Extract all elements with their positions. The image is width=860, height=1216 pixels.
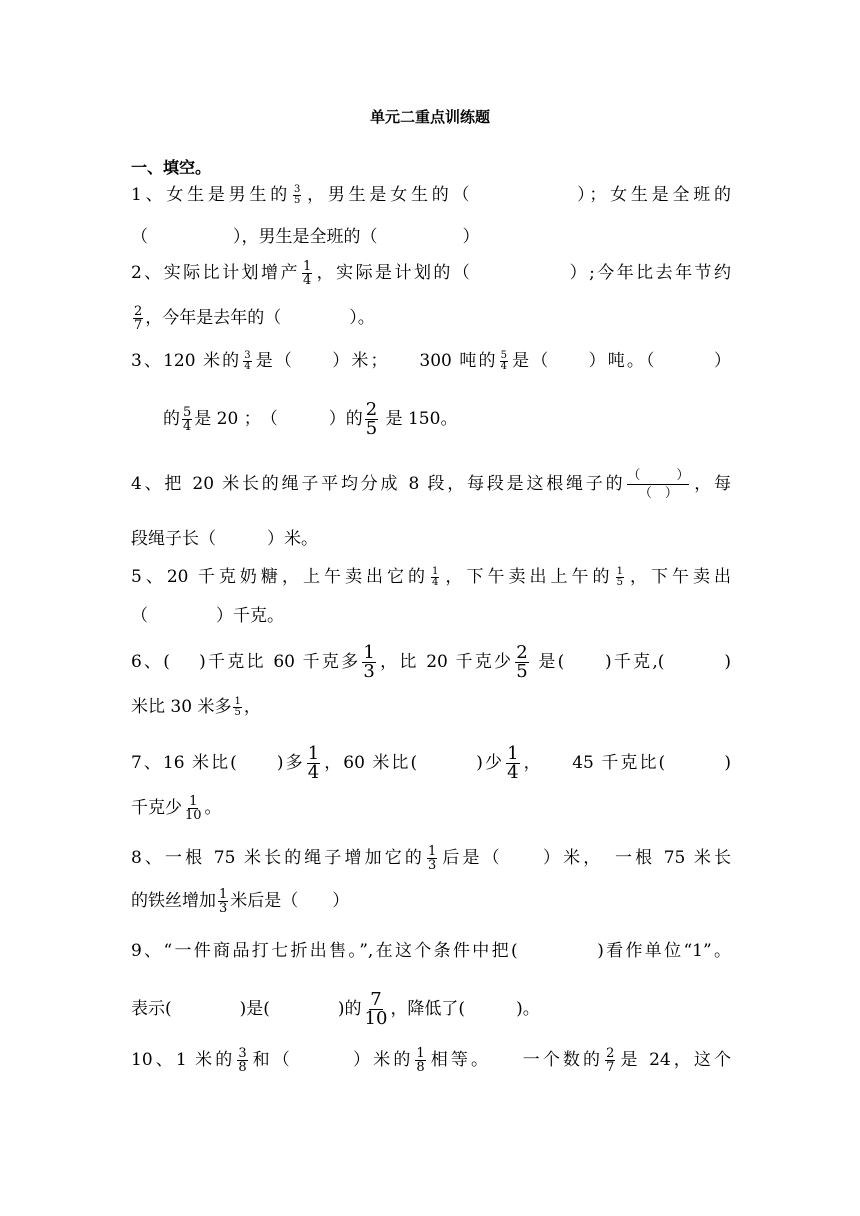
q2-text-a: 2、实际比计划增产	[131, 263, 300, 283]
q3-text-d: 的	[163, 409, 180, 429]
q5-text-c: ，下午卖出	[625, 567, 732, 587]
q10-line1	[131, 1045, 731, 1075]
q6-fraction-1: $\frac{1}{3}$	[363, 642, 375, 682]
q3-text-c: 是（ ）吨。（ ）	[510, 351, 732, 371]
q7-text-e: 。	[204, 798, 222, 818]
q3-text-f: 是 150。	[380, 409, 458, 429]
q5-fraction-2: $\frac{1}{5}$	[616, 566, 623, 588]
q1-text-c: （ ），男生是全班的（ ）	[131, 227, 480, 247]
q2-fraction-2: $\frac{2}{7}$	[134, 304, 143, 333]
q3-text-e: 是 20 ； （ ）的	[194, 409, 363, 429]
q1-text-b: ，男生是女生的（ ）；女生是全班的	[303, 185, 731, 205]
q7-fraction-2: $\frac{1}{4}$	[507, 743, 519, 783]
q2-line1	[131, 258, 731, 288]
q4-line2	[131, 524, 731, 554]
q7-text-c: ， 45 千克比( )	[521, 753, 731, 773]
q8-text-d: 米后是（ ）	[230, 891, 350, 911]
q8-fraction-1: $\frac{1}{3}$	[428, 844, 437, 873]
q8-line2	[131, 886, 731, 916]
q3-line2	[163, 401, 763, 438]
q2-fraction-1: $\frac{1}{4}$	[302, 259, 312, 288]
q4-line1	[131, 467, 731, 502]
q10-fraction-1: $\frac{3}{8}$	[238, 1046, 247, 1075]
q7-text-b: ，60 米比( )少	[322, 753, 505, 773]
q1-line1	[131, 180, 731, 210]
q8-line1	[131, 843, 731, 873]
q8-text-c: 的铁丝增加	[131, 891, 216, 911]
q9-line2	[131, 991, 731, 1028]
q6-text-b: ，比 20 千克少	[377, 652, 514, 672]
q2-line2	[131, 303, 731, 333]
q5-text-d: （ ）千克。	[131, 606, 284, 626]
q10-text-d: 是 24，这个	[617, 1050, 731, 1070]
q10-text-a: 10、1 米的	[131, 1050, 236, 1070]
q3-fraction-3: $\frac{5}{4}$	[183, 405, 192, 434]
q7-line2	[131, 793, 731, 823]
q9-text-a: 9、“一件商品打七折出售。”,在这个条件中把( )看作单位“1”。	[131, 941, 731, 961]
q5-fraction-1: $\frac{1}{4}$	[432, 566, 439, 588]
q7-fraction-1: $\frac{1}{4}$	[307, 743, 320, 783]
q1-fraction-1: $\frac{3}{5}$	[293, 184, 301, 206]
q1-line2	[131, 222, 731, 252]
q8-text-b: 后是（ ）米， 一根 75 米长	[439, 848, 731, 868]
q3-fraction-2: $\frac{5}{4}$	[500, 350, 508, 372]
q2-text-c: ，今年是去年的（ ）。	[145, 308, 375, 328]
q7-text-d: 千克少	[131, 798, 182, 818]
q9-fraction-1: $\frac{7}{10}$	[364, 989, 388, 1029]
q9-text-b: 表示( )是( )的	[131, 999, 362, 1019]
q10-text-c: 相等。 一个数的	[427, 1050, 604, 1070]
q3-line1	[131, 346, 731, 376]
q6-text-d: 米比 30 米多	[131, 697, 232, 717]
q3-fraction-1: $\frac{3}{4}$	[244, 350, 251, 372]
q6-line1	[131, 644, 731, 681]
q8-fraction-2: $\frac{1}{3}$	[219, 887, 228, 916]
q7-line1	[131, 745, 731, 782]
q6-fraction-3: $\frac{1}{5}$	[234, 696, 241, 718]
q6-text-e: ，	[243, 697, 261, 717]
q3-text-a: 3、120 米的	[131, 351, 242, 371]
q4-text-c: 段绳子长（ ）米。	[131, 529, 318, 549]
q10-fraction-3: $\frac{2}{7}$	[606, 1046, 615, 1075]
section-heading: 一、填空。	[131, 158, 212, 177]
q6-text-a: 6、( )千克比 60 千克多	[131, 652, 361, 672]
q2-text-b: ，实际是计划的（ ）;今年比去年节约	[314, 263, 731, 283]
q8-text-a: 8、一根 75 米长的绳子增加它的	[131, 848, 426, 868]
q4-text-a: 4、把 20 米长的绳子平均分成 8 段，每段是这根绳子的	[131, 474, 626, 494]
q10-text-b: 和（ ）米的	[249, 1050, 414, 1070]
q1-text-a: 1、女生是男生的	[131, 185, 291, 205]
q7-text-a: 7、16 米比( )多	[131, 753, 305, 773]
q5-text-a: 5、20 千克奶糖，上午卖出它的	[131, 567, 430, 587]
q3-text-b: 是（ ）米； 300 吨的	[253, 351, 498, 371]
q5-line1	[131, 562, 731, 592]
q3-fraction-4: $\frac{2}{5}$	[365, 399, 378, 439]
q6-text-c: 是( )千克,( )	[530, 652, 731, 672]
q9-line1	[131, 936, 731, 966]
q9-text-c: ，降低了( )。	[390, 999, 540, 1019]
q6-line2	[131, 692, 731, 722]
q5-line2	[131, 601, 731, 631]
q5-text-b: ，下午卖出上午的	[441, 567, 614, 587]
q4-text-b: ，每	[691, 474, 732, 494]
q4-blank-fraction: （ ） （ ）	[627, 468, 690, 501]
q10-fraction-2: $\frac{1}{8}$	[416, 1046, 425, 1075]
page-title: 单元二重点训练题	[369, 108, 490, 126]
q6-fraction-2: $\frac{2}{5}$	[516, 642, 528, 682]
q7-fraction-3: $\frac{1}{10}$	[185, 794, 202, 823]
